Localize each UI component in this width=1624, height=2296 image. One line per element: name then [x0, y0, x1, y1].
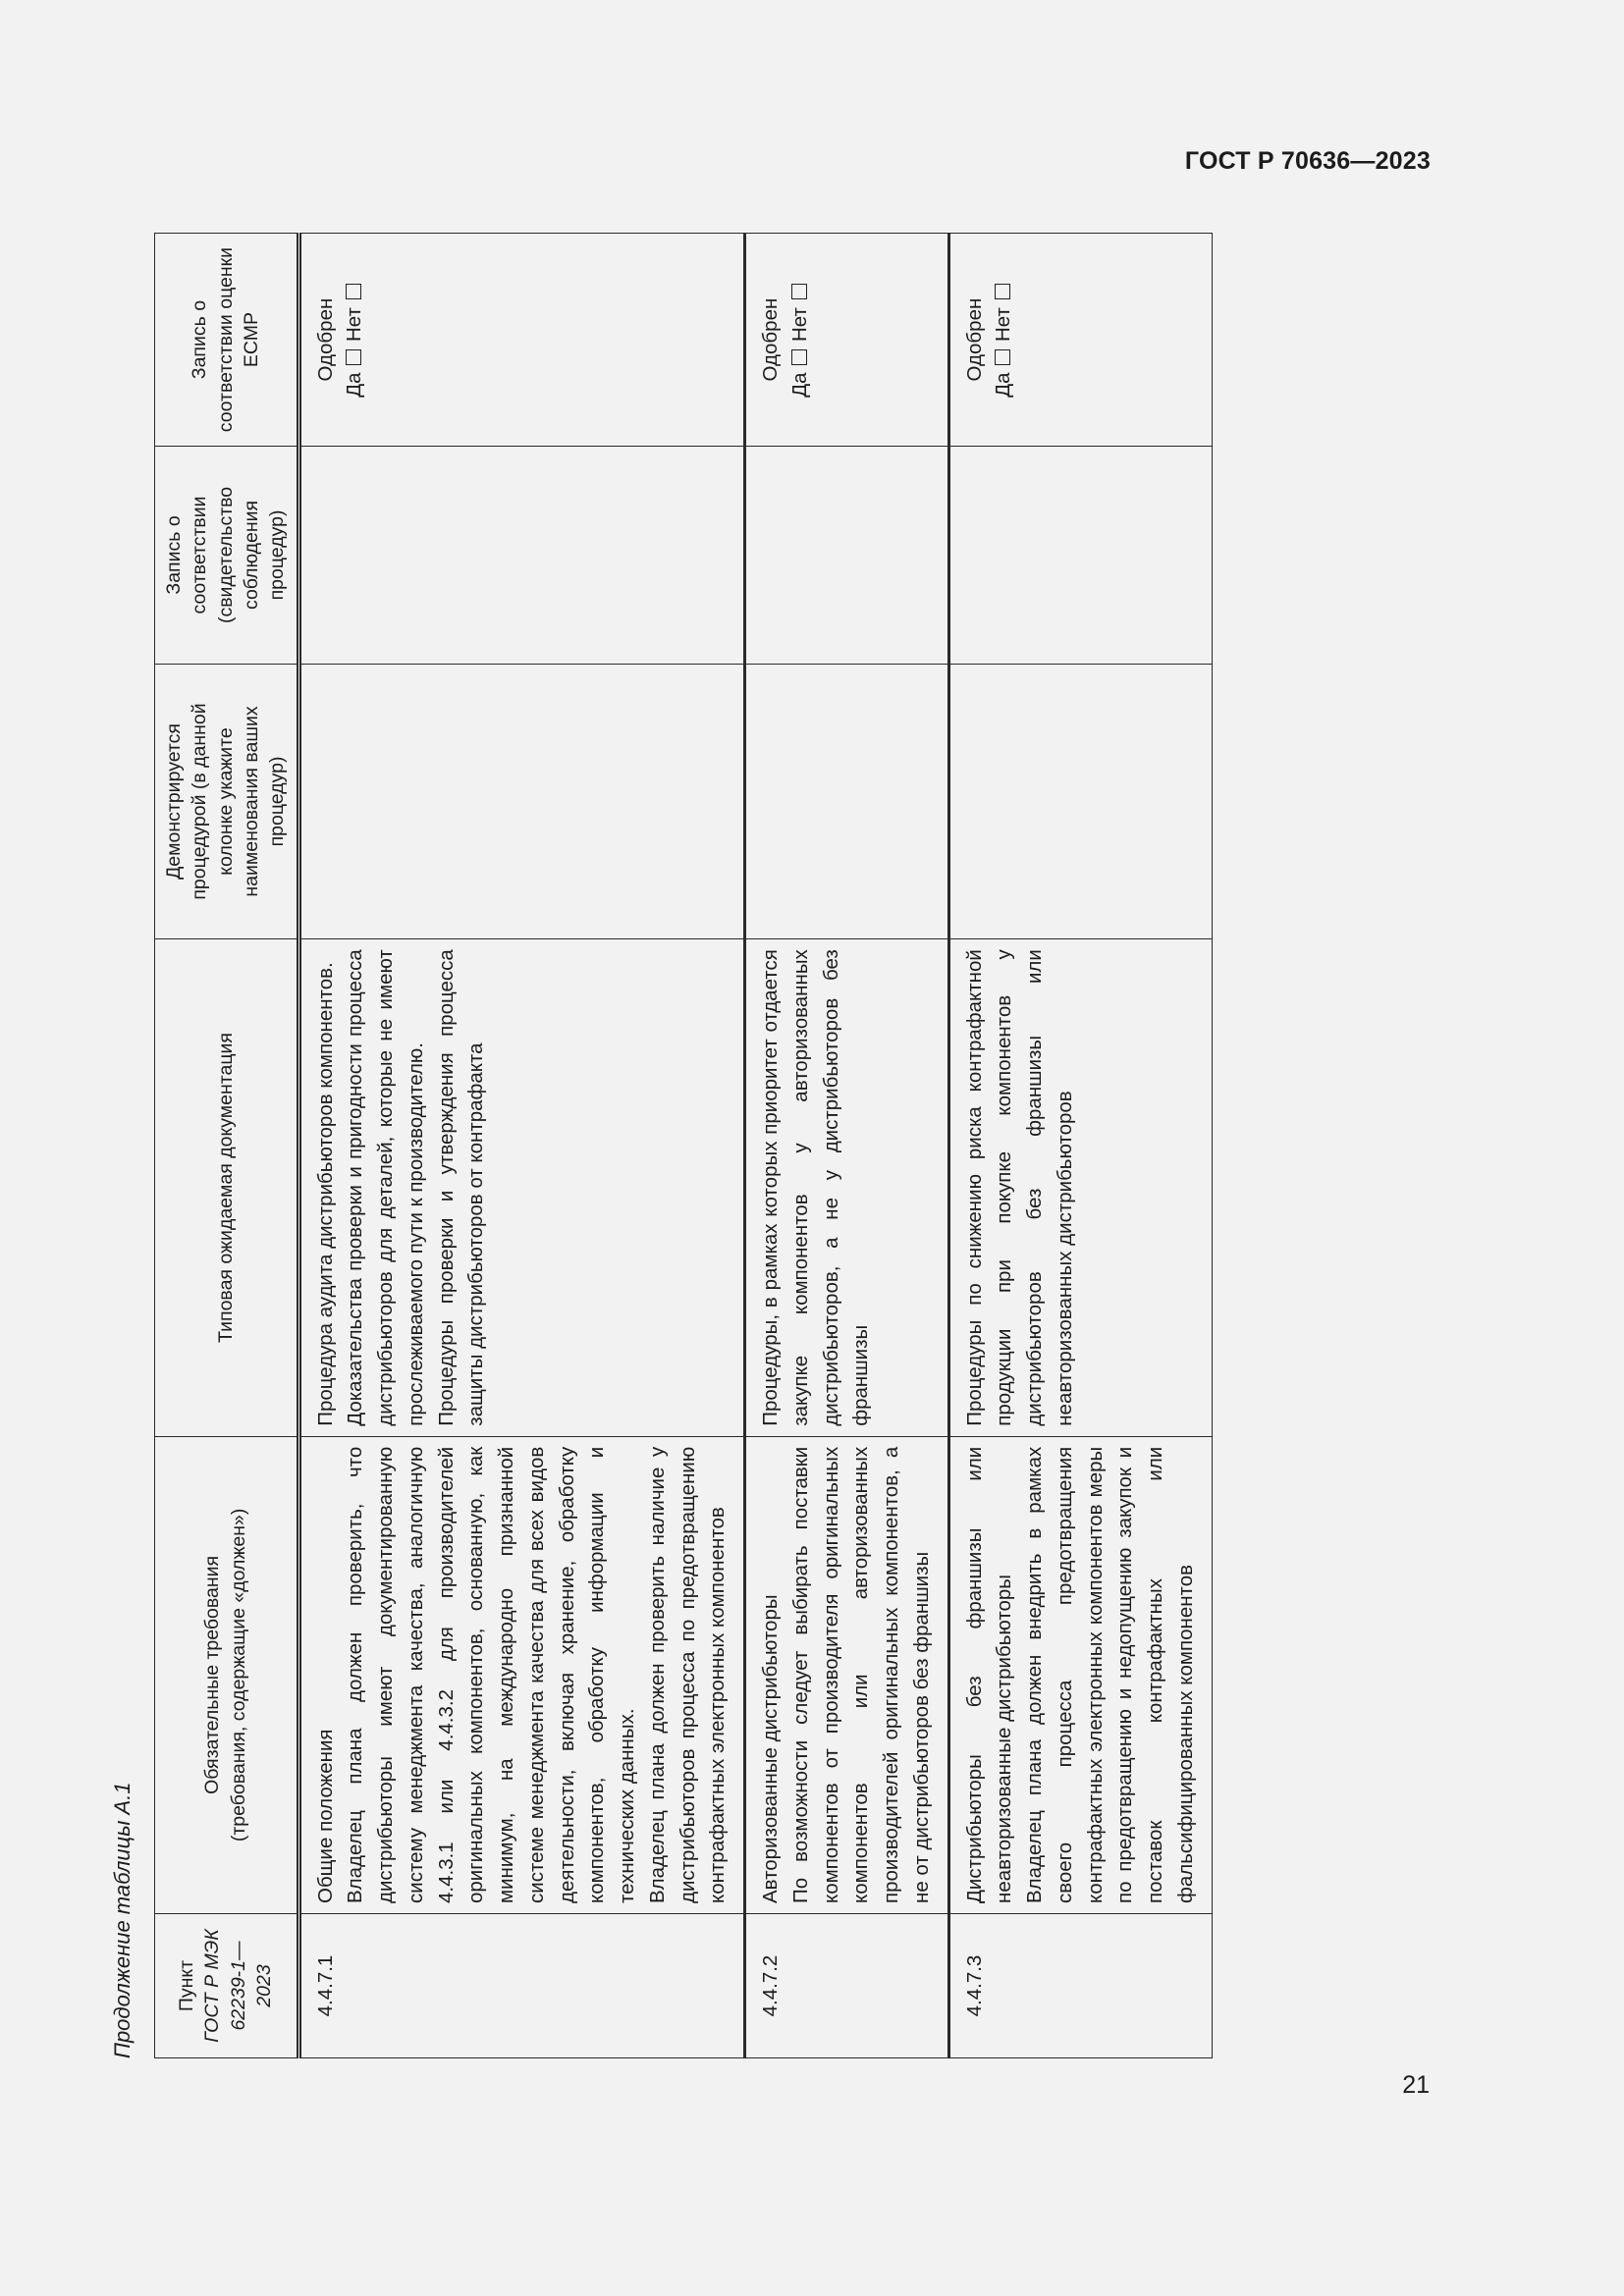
status-approved: Одобрен: [962, 297, 986, 382]
status-no-label: Нет: [343, 307, 366, 343]
header-demonstrated: Демонстрируется процедурой (в данной колонке укажите наименования ваших процедур): [155, 664, 299, 938]
row-documentation: [745, 939, 949, 1437]
documentation-text: Процедуры по снижению риска контрафактной продукции при покупке компонентов у дистрибьюторов без франшизы или неавторизованных дистрибьюторов: [962, 949, 1076, 1426]
status-options: [340, 243, 369, 436]
yes-checkbox-icon[interactable]: [346, 349, 361, 365]
rotated-table-wrapper: [154, 233, 1197, 2058]
status-yes-label: Да: [343, 372, 366, 398]
no-checkbox-icon[interactable]: [791, 284, 807, 299]
row-requirements: [298, 1436, 745, 1913]
status-approved: Одобрен: [313, 297, 337, 382]
requirement-text: Владелец плана должен внедрить в рамках своего процесса предотвращения контрафактных электронных компонентов меры по предотвращению и недопущению закупок и поставок контрафактных или фальсифицированных компонентов: [1023, 1446, 1197, 1903]
header-clause-line1: Пункт: [176, 1959, 198, 2012]
requirement-text: Владелец плана должен проверить, что дистрибьюторы имеют документированную систему менеджмента качества, аналогичную 4.4.3.1 или 4.4.3.2 для производителей оригинальных компонентов, основанную, как минимум, на международно признанной системе менеджмента качества для всех видов деятельности, включая хранение, обработку компонентов, обработку информации и технических данных.: [344, 1446, 639, 1903]
header-requirements: [155, 1436, 299, 1913]
requirement-text: Владелец плана должен проверить наличие у дистрибьюторов процесса по предотвращению контрафактных электронных компонентов: [645, 1446, 730, 1903]
requirement-title: Общие положения: [313, 1729, 337, 1903]
status-options: [989, 243, 1018, 436]
status-no-label: Нет: [787, 307, 811, 343]
row-procedure-record-cell[interactable]: [948, 447, 1212, 665]
row-demonstrated-cell[interactable]: [948, 664, 1212, 938]
header-clause: [155, 1914, 299, 2058]
yes-checkbox-icon[interactable]: [995, 349, 1010, 365]
page-number: 21: [1402, 2071, 1430, 2099]
requirement-text: По возможности следует выбирать поставки компонентов от производителя оригинальных компонентов или авторизованных производителей оригинальных компонентов, а не от дистрибьюторов без франшизы: [788, 1446, 933, 1903]
header-documentation: Типовая ожидаемая документация: [155, 939, 299, 1437]
requirement-title: Дистрибьюторы без франшизы или неавторизованные дистрибьюторы: [962, 1446, 1016, 1903]
header-requirements-line1: Обязательные требования: [201, 1555, 224, 1794]
header-clause-line2: ГОСТ Р МЭК: [201, 1929, 224, 2043]
row-documentation: [948, 939, 1212, 1437]
documentation-text: Процедура аудита дистрибьюторов компонентов.: [313, 962, 337, 1426]
documentation-text: Процедуры, в рамках которых приоритет отдается закупке компонентов у авторизованных дистрибьюторов, а не у дистрибьюторов без франшизы: [759, 949, 873, 1426]
status-approved: Одобрен: [759, 297, 783, 382]
row-procedure-record-cell[interactable]: [298, 447, 745, 665]
row-clause: 4.4.7.1: [298, 1914, 745, 2058]
documentation-text: Доказательства проверки и пригодности процесса дистрибьюторов для деталей, которые не имеют прослеживаемого пути к производителю.: [344, 949, 427, 1426]
no-checkbox-icon[interactable]: [995, 284, 1010, 299]
row-requirements: [948, 1436, 1212, 1913]
header-clause-line3: 62239-1—: [227, 1941, 249, 2031]
table-row: [948, 234, 1212, 2058]
table-row: [298, 234, 745, 2058]
header-clause-line4: 2023: [253, 1964, 276, 2007]
documentation-text: Процедуры проверки и утверждения процесса защиты дистрибьюторов от контрафакта: [434, 949, 488, 1426]
row-requirements: [745, 1436, 949, 1913]
row-demonstrated-cell[interactable]: [298, 664, 745, 938]
table-row: [745, 234, 949, 2058]
row-procedure-record-cell[interactable]: [745, 447, 949, 665]
yes-checkbox-icon[interactable]: [791, 349, 807, 365]
row-ecmr-status: [298, 234, 745, 447]
row-ecmr-status: [745, 234, 949, 447]
table-caption: Продолжение таблицы А.1: [110, 1782, 135, 2058]
header-procedure-record: Запись о соответствии (свидетельство соблюдения процедур): [155, 447, 299, 665]
header-requirements-line2: (требования, содержащие «должен»): [227, 1508, 249, 1842]
status-options: [785, 243, 815, 436]
document-code: ГОСТ Р 70636—2023: [1184, 147, 1431, 175]
status-no-label: Нет: [992, 307, 1015, 343]
row-documentation: [298, 939, 745, 1437]
status-yes-label: Да: [787, 372, 811, 398]
row-demonstrated-cell[interactable]: [745, 664, 949, 938]
no-checkbox-icon[interactable]: [346, 284, 361, 299]
compliance-table: [154, 233, 1213, 2058]
row-ecmr-status: [948, 234, 1212, 447]
table-header-row: [155, 234, 299, 2058]
status-yes-label: Да: [992, 372, 1015, 398]
requirement-title: Авторизованные дистрибьюторы: [759, 1594, 783, 1903]
header-ecmr-record: Запись о соответствии оценки ЕСМР: [155, 234, 299, 447]
row-clause: 4.4.7.3: [948, 1914, 1212, 2058]
row-clause: 4.4.7.2: [745, 1914, 949, 2058]
